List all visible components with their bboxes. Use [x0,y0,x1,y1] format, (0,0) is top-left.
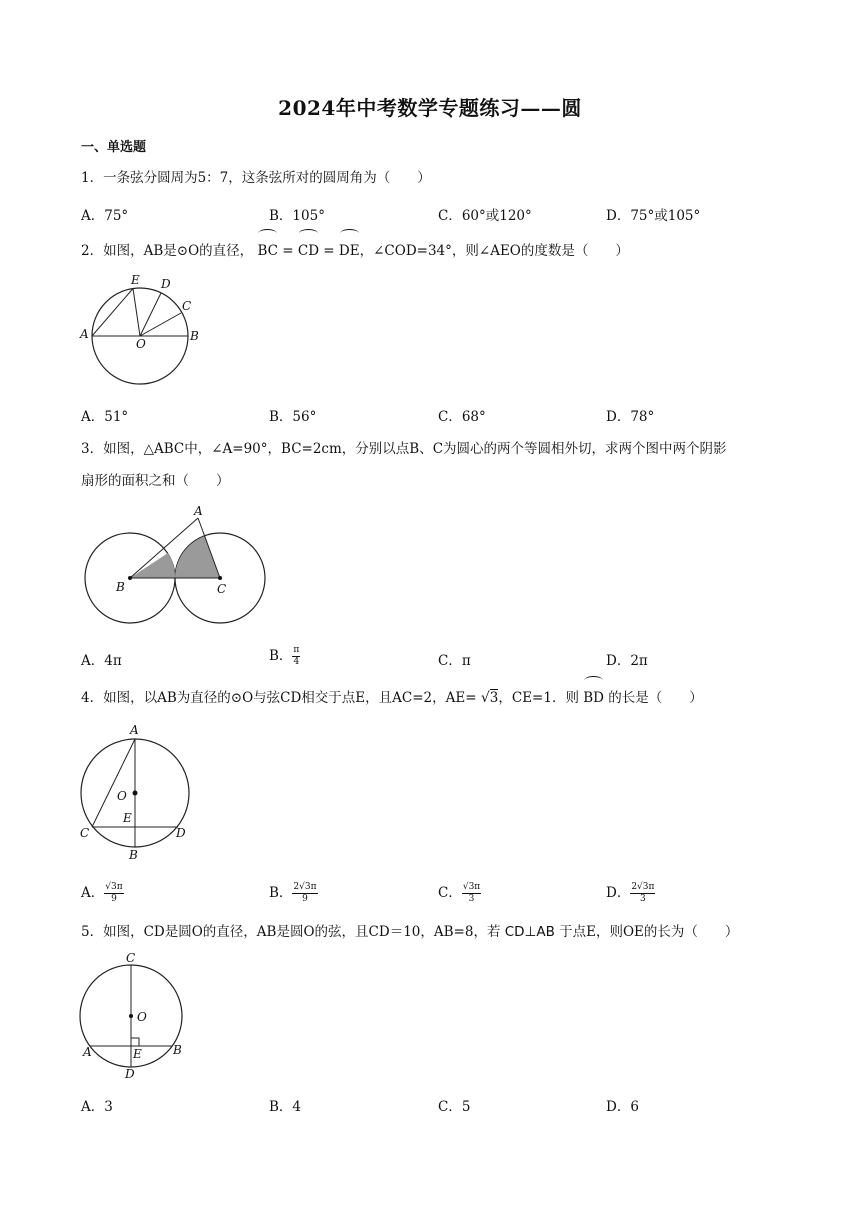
q3-option-b-numerator: π [293,645,300,655]
page-title: 2024年中考数学专题练习——圆 [278,96,582,120]
q4-option-c-fraction [462,882,481,905]
q2-label-o: O [136,337,146,351]
q4-sqrt-sign: √ [480,690,490,706]
q5-label-d: D [125,1067,135,1081]
q5-label-o: O [137,1010,147,1024]
question-2-stem [81,233,781,268]
q4-arc-bd: BD [583,680,604,715]
q2-eq-2: = [319,243,339,259]
q1-option-d[interactable]: D．75°或105° [606,208,701,224]
section-heading: 一、单选题 [81,140,147,155]
q3-label-a: A [194,504,203,518]
q2-option-b[interactable]: B．56° [269,409,317,425]
q5-label-b: B [173,1043,182,1057]
q3-option-d[interactable]: D．2π [606,653,648,669]
q4-label-o: O [117,789,127,803]
q2-arc-de: DE [339,233,360,268]
q4-option-a-label: A． [81,885,105,901]
q2-eq-1: = [277,243,298,259]
q5-option-d[interactable]: D．6 [606,1099,639,1115]
q4-option-b-numerator: 2√3π [293,882,317,892]
q2-arc-bc: BC [257,233,278,268]
q1-option-c[interactable]: C．60°或120° [438,208,532,224]
q2-label-b: B [190,329,199,343]
q2-label-c: C [182,299,192,313]
q4-sqrt-value: 3 [489,690,499,706]
question-5-stem [81,916,781,949]
q3-label-c: C [217,582,227,596]
q3-label-b: B [116,580,125,594]
q3-figure [80,503,270,628]
q4-option-c-label: C． [438,885,462,901]
q5-stem-end: 于点E，则OE的长为（ ） [559,924,739,940]
q2-option-c[interactable]: C．68° [438,409,486,425]
q5-label-a: A [83,1045,92,1059]
q4-option-b-label: B． [269,885,293,901]
q4-stem-start: 4．如图，以AB为直径的⊙O与弦CD相交于点E，且AC=2，AE= [81,690,477,706]
q5-condition: CD⊥AB [504,924,555,940]
q3-option-c[interactable]: C．π [438,653,471,669]
q4-option-c-numerator: √3π [462,882,481,892]
q4-option-d-label: D． [606,885,631,901]
q4-option-a-numerator: √3π [105,882,123,892]
q4-label-d: D [176,826,186,840]
q5-option-a[interactable]: A．3 [81,1099,113,1115]
q2-option-a[interactable]: A．51° [81,409,129,425]
q4-option-c-denominator: 3 [468,894,475,904]
question-3-stem-line2: 扇形的面积之和（ ） [81,473,230,489]
q5-figure [78,950,198,1082]
q5-label-c: C [126,951,136,965]
q4-option-b-fraction [292,882,317,905]
q4-option-c[interactable] [438,881,481,905]
q2-label-a: A [80,327,89,341]
q4-figure [78,716,198,866]
q3-option-b[interactable] [269,644,300,668]
q5-option-b[interactable]: B．4 [269,1099,302,1115]
q2-arc-cd: CD [298,233,319,268]
question-3-stem-line1: 3．如图，△ABC中，∠A=90°，BC=2cm，分别以点B、C为圆心的两个等圆相外切，求两个图中两个阴影 [81,441,727,457]
q4-option-d-numerator: 2√3π [631,882,655,892]
q4-label-a: A [130,723,139,737]
q2-stem-start: 2．如图，AB是⊙O的直径， [81,243,254,259]
question-1-stem: 1．一条弦分圆周为5：7，这条弦所对的圆周角为（ ） [81,170,431,186]
q4-option-a-denominator: 9 [111,894,117,904]
q2-stem-end: ，∠COD=34°，则∠AEO的度数是（ ） [359,243,629,259]
question-4-stem [81,680,781,715]
q3-option-a[interactable]: A．4π [81,653,122,669]
q1-option-b[interactable]: B．105° [269,208,325,224]
q3-option-b-label: B． [269,648,293,664]
q2-option-d[interactable]: D．78° [606,409,655,425]
q4-label-b: B [129,848,138,862]
q2-label-d: D [161,277,171,291]
q2-label-e: E [131,273,140,287]
q5-stem-start: 5．如图，CD是圆O的直径，AB是圆O的弦，且CD＝10，AB=8，若 [81,924,501,940]
q4-stem-mid: ，CE=1．则 [498,690,579,706]
q4-option-b-denominator: 9 [302,894,308,904]
q4-option-d-denominator: 3 [640,894,646,904]
q5-option-c[interactable]: C．5 [438,1099,471,1115]
q4-option-b[interactable] [269,881,318,905]
q4-option-a-fraction [104,882,123,905]
q4-stem-end: 的长是（ ） [608,690,703,706]
q3-option-b-fraction [292,645,300,668]
q5-label-e: E [133,1047,142,1061]
q3-option-b-denominator: 4 [293,657,300,667]
q4-label-e: E [123,811,132,825]
q4-option-d[interactable] [606,881,655,905]
q2-figure [78,268,208,388]
q1-option-a[interactable]: A．75° [81,208,129,224]
q4-option-a[interactable] [81,881,124,905]
q4-label-c: C [80,826,90,840]
q4-option-d-fraction [630,882,655,905]
